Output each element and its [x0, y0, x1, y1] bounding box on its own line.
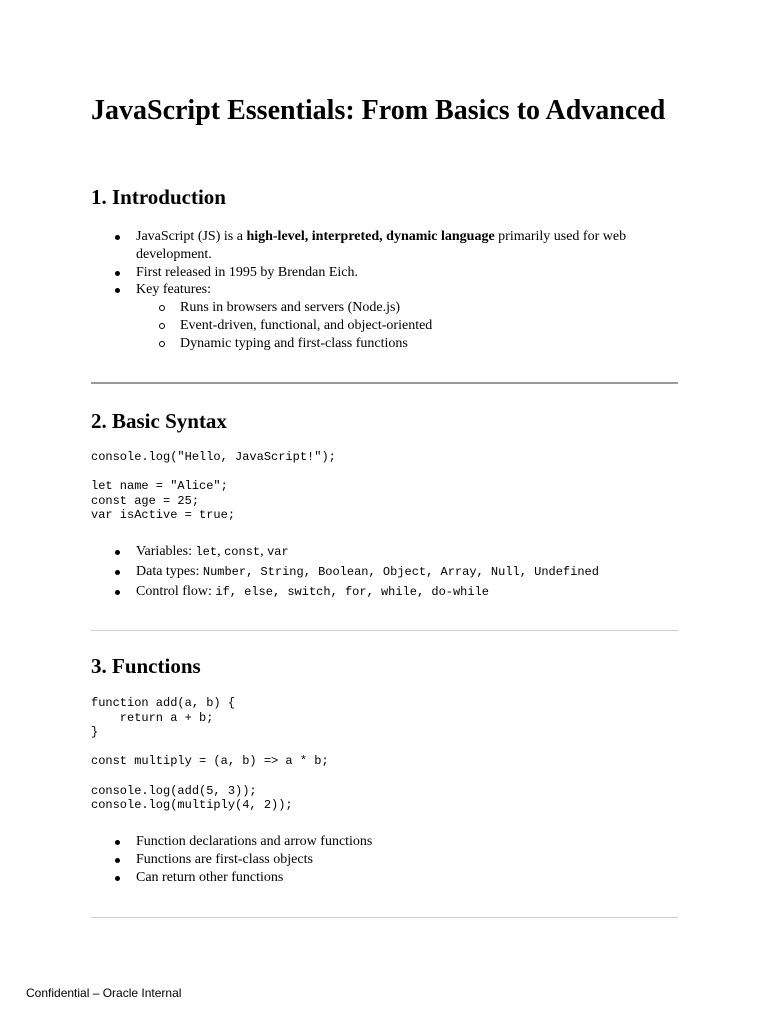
page-title: JavaScript Essentials: From Basics to Advanced [91, 95, 666, 126]
section-divider [91, 917, 678, 918]
section-heading-introduction: 1. Introduction [91, 185, 226, 209]
sub-list-item: Event-driven, functional, and object-oriented [91, 317, 678, 335]
code-block: function add(a, b) { return a + b; } const multiply = (a, b) => a * b; console.log(add(5, 3)); console.log(multiply(4, 2)); [91, 696, 329, 813]
list-item: Key features: [91, 281, 678, 299]
list-item: JavaScript (JS) is a high-level, interpreted, dynamic language primarily used for web development. [91, 228, 678, 264]
list-item: Functions are first-class objects [91, 851, 678, 869]
list-item: Can return other functions [91, 869, 678, 887]
list-item: Function declarations and arrow functions [91, 833, 678, 851]
list-item: Control flow: if, else, switch, for, while, do-while [91, 583, 678, 602]
sub-list-item: Dynamic typing and first-class functions [91, 335, 678, 353]
functions-list [91, 833, 678, 886]
section-divider [91, 382, 678, 384]
syntax-list [91, 543, 678, 601]
list-item: Variables: let, const, var [91, 543, 678, 562]
list-item: First released in 1995 by Brendan Eich. [91, 264, 678, 282]
sub-list-item: Runs in browsers and servers (Node.js) [91, 299, 678, 317]
section-divider [91, 630, 678, 631]
footer-confidential: Confidential – Oracle Internal [26, 986, 182, 1000]
section-heading-functions: 3. Functions [91, 654, 201, 678]
introduction-list [91, 228, 678, 353]
code-block: console.log("Hello, JavaScript!"); let name = "Alice"; const age = 25; var isActive = true; [91, 450, 336, 523]
section-heading-basic-syntax: 2. Basic Syntax [91, 409, 227, 433]
list-item: Data types: Number, String, Boolean, Object, Array, Null, Undefined [91, 563, 678, 582]
